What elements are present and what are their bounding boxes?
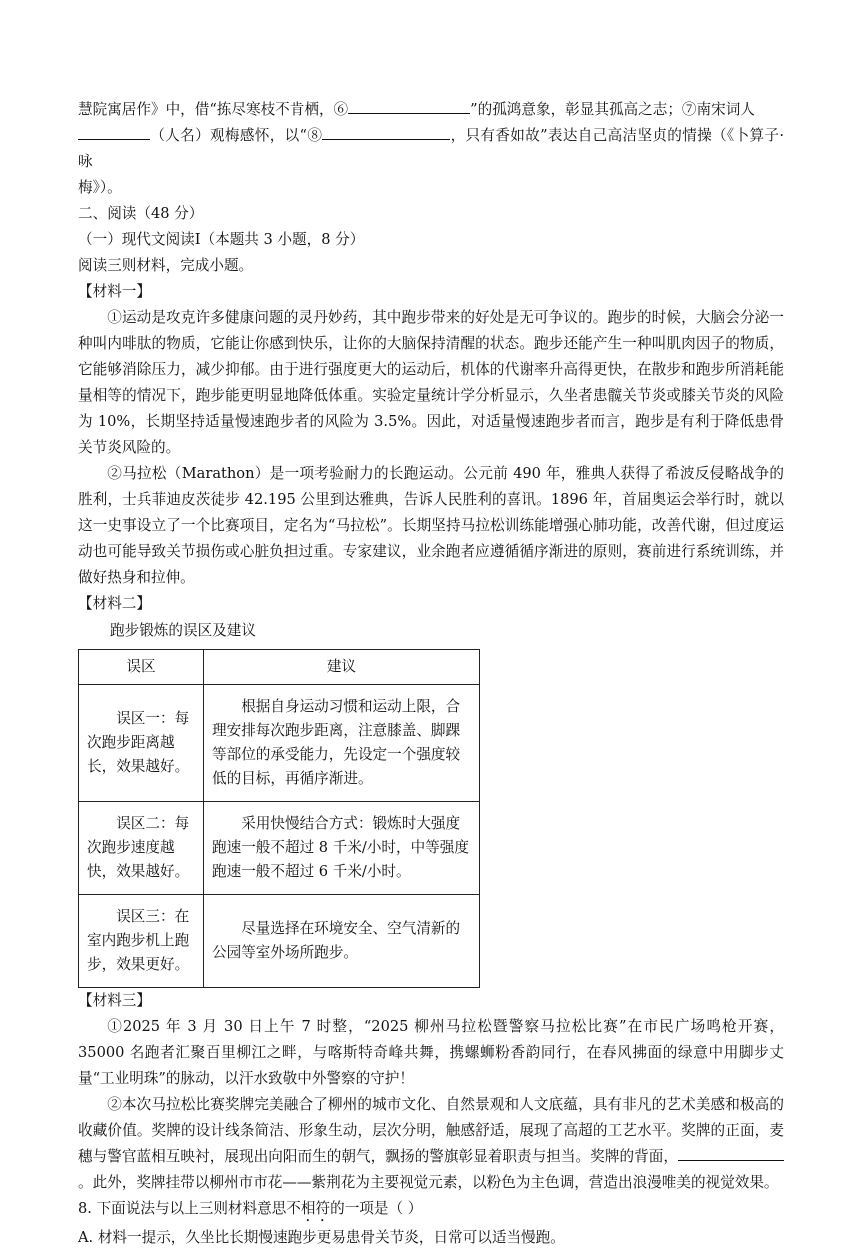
table-row xyxy=(79,802,480,895)
fill-text: （人名）观梅感怀，以“⑧ xyxy=(150,127,323,144)
section-title: 二、阅读（48 分） xyxy=(78,205,204,222)
answer-blank-8[interactable] xyxy=(322,124,450,140)
answer-blank-6[interactable] xyxy=(348,98,460,114)
header-myth: 误区 xyxy=(79,650,204,685)
myth-cell: 误区二：每次跑步速度越快，效果越好。 xyxy=(79,802,204,895)
material3-paragraph-1: ①2025 年 3 月 30 日上午 7 时整，“2025 柳州马拉松暨警察马拉松比赛”在市民广场鸣枪开赛，35000 名跑者汇聚百里柳江之畔，与喀斯特奇峰共舞，携螺蛳粉香韵同行，在春风拂面的绿意中用脚步丈量“工业明珠”的脉动，以汗水致敬中外警察的守护！ xyxy=(78,1018,784,1087)
table-row xyxy=(79,895,480,988)
stem-emphasis: 相符 xyxy=(300,1200,331,1217)
fill-text: 梅》）。 xyxy=(78,179,122,196)
table-title: 跑步锻炼的误区及建议 xyxy=(110,622,256,639)
answer-blank-medal-back[interactable] xyxy=(678,1145,784,1161)
answer-blank-6-tail xyxy=(460,98,470,114)
advice-cell: 根据自身运动习惯和运动上限，合理安排每次跑步距离，注意膝盖、脚踝等部位的承受能力，先设定一个强度较低的目标，再循序渐进。 xyxy=(204,685,480,802)
table-header-row xyxy=(79,650,480,685)
section-subtitle: （一）现代文阅读Ⅰ（本题共 3 小题，8 分） xyxy=(78,231,365,248)
stem-text: 8. 下面说法与以上三则材料意思不 xyxy=(78,1200,301,1217)
material3-label: 【材料三】 xyxy=(78,992,151,1009)
myth-cell: 误区一：每次跑步距离越长，效果越好。 xyxy=(79,685,204,802)
exam-page xyxy=(78,97,784,1251)
material1-paragraph-1: ①运动是攻克许多健康问题的灵丹妙药，其中跑步带来的好处是无可争议的。跑步的时候，大脑会分泌一种叫内啡肽的物质，它能让你感到快乐，让你的大脑保持清醒的状态。跑步还能产生一种叫肌肉因子的物质，它能够消除压力，减少抑郁。由于进行强度更大的运动后，机体的代谢率升高得更快，在散步和跑步所消耗能量相等的情况下，跑步能更明显地降低体重。实验定量统计学分析显示，久坐者患髋关节炎或膝关节炎的风险为 10%，长期坚持适量慢速跑步者的风险为 3.5%。因此，对适量慢速跑步者而言，跑步是有利于降低患骨关节炎风险的。 xyxy=(78,309,784,456)
fill-text: ”的孤鸿意象，彰显其孤高之志；⑦南宋词人 xyxy=(470,101,755,118)
myth-cell: 误区三：在室内跑步机上跑步，效果更好。 xyxy=(79,895,204,988)
advice-cell: 尽量选择在环境安全、空气清新的公园等室外场所跑步。 xyxy=(204,895,480,988)
answer-blank-7[interactable] xyxy=(78,124,150,140)
paragraph-text: ②本次马拉松比赛奖牌完美融合了柳州的城市文化、自然景观和人文底蕴，具有非凡的艺术美感和极高的收藏价值。奖牌的设计线条简洁、形象生动，层次分明，触感舒适，展现了高超的工艺水平。奖牌的正面，麦穗与警官蓝相互映衬，展现出向阳而生的朝气，飘扬的警旗彰显着职责与担当。奖牌的背面， xyxy=(78,1096,784,1165)
stem-text: 的一项是（ ） xyxy=(330,1200,423,1217)
advice-cell: 采用快慢结合方式：锻炼时大强度跑速一般不超过 8 千米/小时，中等强度跑速一般不超过 6 千米/小时。 xyxy=(204,802,480,895)
question-8-stem xyxy=(78,1196,784,1225)
poem-fill-paragraph xyxy=(78,97,784,201)
material2-label: 【材料二】 xyxy=(78,595,151,612)
material3-paragraph-2 xyxy=(78,1092,784,1196)
paragraph-text: 。此外，奖牌挂带以柳州市市花——紫荆花为主要视觉元素，以粉色为主色调，营造出浪漫唯美的视觉效果。 xyxy=(78,1174,779,1191)
material1-paragraph-2: ②马拉松（Marathon）是一项考验耐力的长跑运动。公元前 490 年，雅典人获得了希波反侵略战争的胜利，士兵菲迪皮茨徒步 42.195 公里到达雅典，告诉人民胜利的喜讯。1896 年，首届奥运会举行时，就以这一史事设立了一个比赛项目，定名为“马拉松”。长期坚持马拉松训练能增强心肺功能，改善代谢，但过度运动也可能导致关节损伤或心脏负担过重。专家建议，业余跑者应遵循循序渐进的原则，赛前进行系统训练，并做好热身和拉伸。 xyxy=(78,465,784,586)
section-instruction: 阅读三则材料，完成小题。 xyxy=(78,257,254,274)
fill-text: ，只有香如故”表达自己高洁坚贞的情操（《卜算子·咏 xyxy=(78,127,784,170)
fill-text: 慧院寓居作》中，借“拣尽寒枝不肯栖，⑥ xyxy=(78,101,349,118)
question-8-option-a[interactable]: A. 材料一提示，久坐比长期慢速跑步更易患骨关节炎，日常可以适当慢跑。 xyxy=(78,1229,565,1246)
myth-advice-table xyxy=(78,649,480,988)
table-row xyxy=(79,685,480,802)
header-advice: 建议 xyxy=(204,650,480,685)
material1-label: 【材料一】 xyxy=(78,283,151,300)
